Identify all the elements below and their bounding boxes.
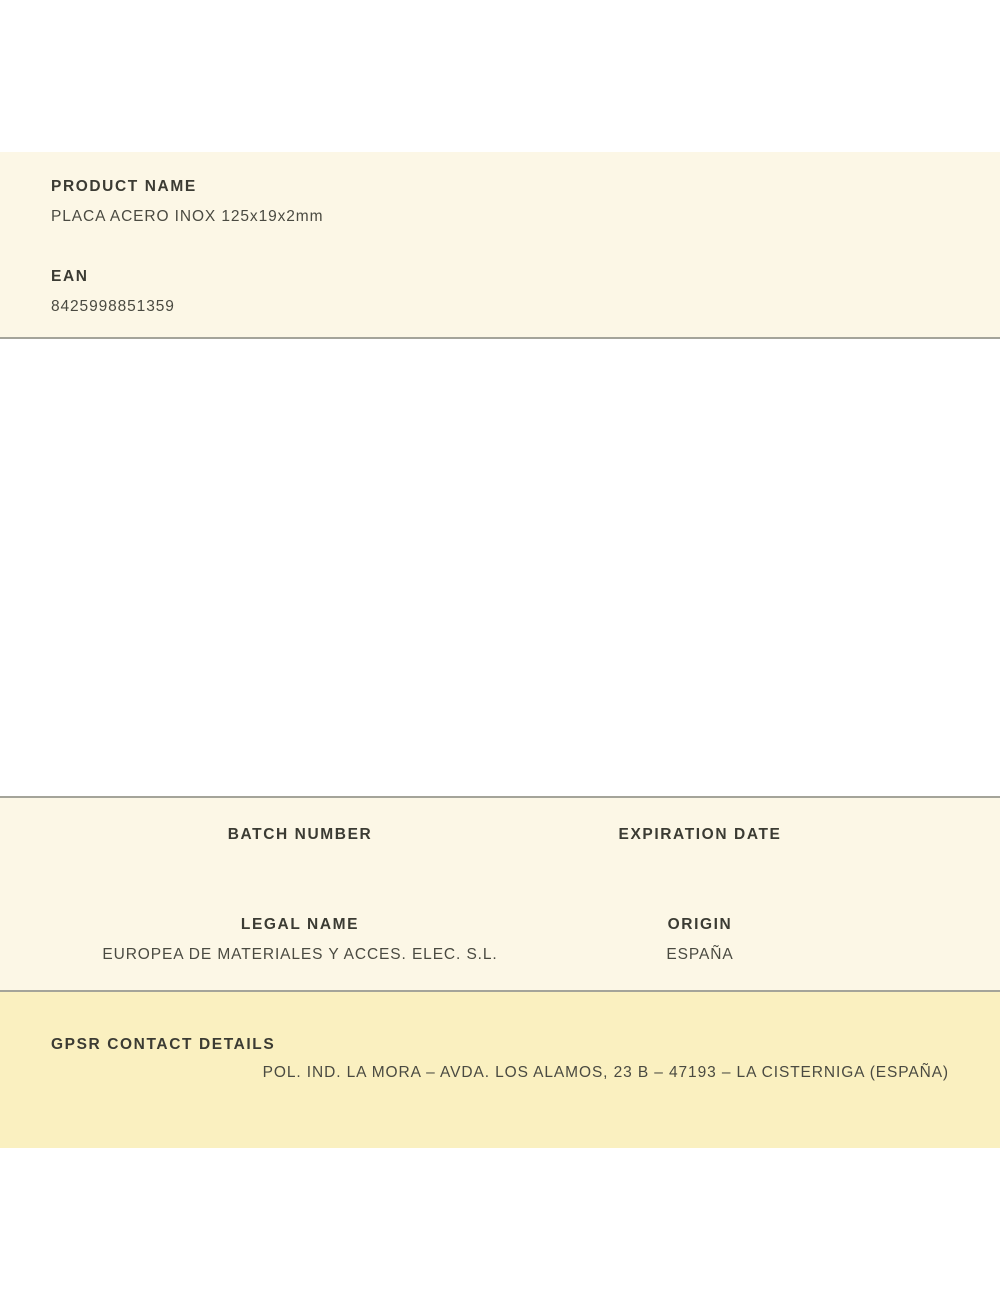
gpsr-contact-section xyxy=(0,992,1000,1148)
batch-legal-section xyxy=(0,796,1000,992)
origin-label: ORIGIN xyxy=(667,916,733,933)
origin-value: ESPAÑA xyxy=(666,946,734,963)
batch-legal-column-left xyxy=(100,824,500,990)
product-name-value: PLACA ACERO INOX 125x19x2mm xyxy=(51,208,324,225)
expiration-origin-column-right xyxy=(500,824,900,990)
legal-name-label: LEGAL NAME xyxy=(240,916,360,933)
product-identity-section xyxy=(0,152,1000,339)
batch-number-label: BATCH NUMBER xyxy=(227,826,373,843)
product-name-field xyxy=(51,176,949,228)
product-name-label: PRODUCT NAME xyxy=(51,178,197,195)
batch-number-value xyxy=(100,854,500,876)
ean-label: EAN xyxy=(51,268,89,285)
gpsr-contact-details-label: GPSR CONTACT DETAILS xyxy=(51,1036,276,1053)
legal-name-value: EUROPEA DE MATERIALES Y ACCES. ELEC. S.L. xyxy=(102,946,498,963)
expiration-date-value xyxy=(500,854,900,876)
expiration-date-label: EXPIRATION DATE xyxy=(618,826,782,843)
ean-field xyxy=(51,266,949,318)
gpsr-contact-address: POL. IND. LA MORA – AVDA. LOS ALAMOS, 23 B – 47193 – LA CISTERNIGA (ESPAÑA) xyxy=(262,1064,949,1081)
ean-value: 8425998851359 xyxy=(51,298,175,315)
